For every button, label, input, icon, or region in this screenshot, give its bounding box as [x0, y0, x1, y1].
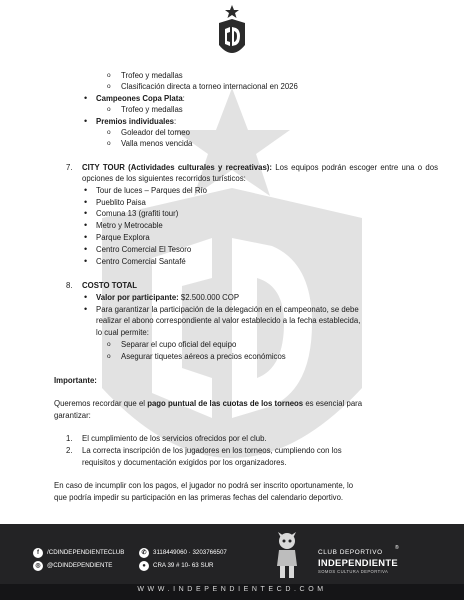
- importante-heading: Importante:: [54, 376, 97, 385]
- list-item: • Centro Comercial Santafé: [96, 256, 186, 267]
- registered-mark: ®: [395, 545, 399, 551]
- list-item-valor: [96, 292, 239, 303]
- importante-p2-line2: que podría impedir su participación en las primeras fechas del calendario deportivo.: [54, 493, 344, 502]
- premios-colon: :: [174, 117, 177, 126]
- footer-facebook: /CDINDEPENDIENTECLUB: [47, 549, 125, 556]
- copa-plata-colon: :: [182, 94, 185, 103]
- footer-slogan: SOMOS CULTURA DEPORTIVA: [318, 569, 389, 574]
- list-number: 1.: [66, 434, 73, 443]
- list-item-copa-plata: [96, 93, 185, 104]
- list-number: 2.: [66, 446, 73, 455]
- section7-title: CITY TOUR (Actividades culturales y recreativas):: [82, 163, 272, 172]
- location-pin-icon: ●: [139, 561, 149, 571]
- section7-intro-text: Los equipos podrán escoger entre una o dos opciones de los siguientes recorridos turísticos:: [82, 163, 439, 184]
- para-line: realizar el abono correspondiente al valor establecido a la fecha establecida,: [96, 316, 361, 325]
- facebook-icon: f: [33, 548, 43, 558]
- valor-amount: $2.500.000 COP: [178, 293, 240, 302]
- list-item: o Asegurar tiquetes aéreos a precios económicos: [121, 351, 286, 362]
- valor-label: Valor por participante:: [96, 293, 179, 302]
- list-item: o Clasificación directa a torneo internacional en 2026: [121, 81, 298, 92]
- list-item: • Comuna 13 (grafiti tour): [96, 208, 178, 219]
- footer-address: CRA 39 # 10- 63 SUR: [153, 562, 214, 569]
- footer-instagram: @CDINDEPENDIENTE: [47, 562, 113, 569]
- instagram-icon: ◎: [33, 561, 43, 571]
- list-item: o Valla menos vencida: [121, 138, 192, 149]
- list-item: • Parque Explora: [96, 232, 150, 243]
- list-item: o Trofeo y medallas: [121, 70, 183, 81]
- importante-p2: En caso de incumplir con los pagos, el jugador no podrá ser inscrito oportunamente, lo: [54, 481, 354, 490]
- list-item-line2: requisitos y documentación exigidos por los organizadores.: [82, 458, 287, 467]
- list-item: El cumplimiento de los servicios ofrecidos por el club.: [82, 434, 267, 443]
- list-item: o Goleador del torneo: [121, 127, 190, 138]
- list-item: • Centro Comercial El Tesoro: [96, 244, 191, 255]
- list-item: • Metro y Metrocable: [96, 220, 163, 231]
- section8-title: COSTO TOTAL: [82, 281, 138, 290]
- footer-phones: 3118449060 · 3203766507: [153, 549, 227, 556]
- footer-website-link[interactable]: WWW.INDEPENDIENTECD.COM: [137, 586, 327, 593]
- list-item: La correcta inscripción de los jugadores en los torneos, cumpliendo con los: [82, 446, 342, 455]
- list-item-premios: [96, 116, 176, 127]
- p1-end: es esencial para: [303, 399, 363, 408]
- mascot-icon: [274, 532, 300, 580]
- footer-club-line1: CLUB DEPORTIVO: [318, 549, 383, 556]
- p1-bold: pago puntual de las cuotas de los torneos: [147, 399, 304, 408]
- premios-label: Premios individuales: [96, 117, 174, 126]
- whatsapp-phone-icon: ✆: [139, 548, 149, 558]
- club-shield-logo-icon: [216, 5, 248, 63]
- list-item-para: • Para garantizar la participación de la delegación en el campeonato, se debe: [96, 304, 359, 315]
- p1-start: Queremos recordar que el: [54, 399, 148, 408]
- footer-club-line2: INDEPENDIENTE: [318, 557, 398, 568]
- list-item: o Separar el cupo oficial del equipo: [121, 339, 236, 350]
- para-line: lo cual permite:: [96, 328, 149, 337]
- list-item: o Trofeo y medallas: [121, 104, 183, 115]
- section-number: 7.: [66, 163, 73, 172]
- copa-plata-label: Campeones Copa Plata: [96, 94, 183, 103]
- section-number: 8.: [66, 281, 73, 290]
- importante-p1: [54, 398, 362, 409]
- importante-p1-line2: garantizar:: [54, 411, 91, 420]
- list-item: • Tour de luces – Parques del Río: [96, 185, 207, 196]
- footer: [0, 524, 464, 600]
- section7-intro: [82, 162, 438, 184]
- list-item: • Pueblito Paisa: [96, 197, 146, 208]
